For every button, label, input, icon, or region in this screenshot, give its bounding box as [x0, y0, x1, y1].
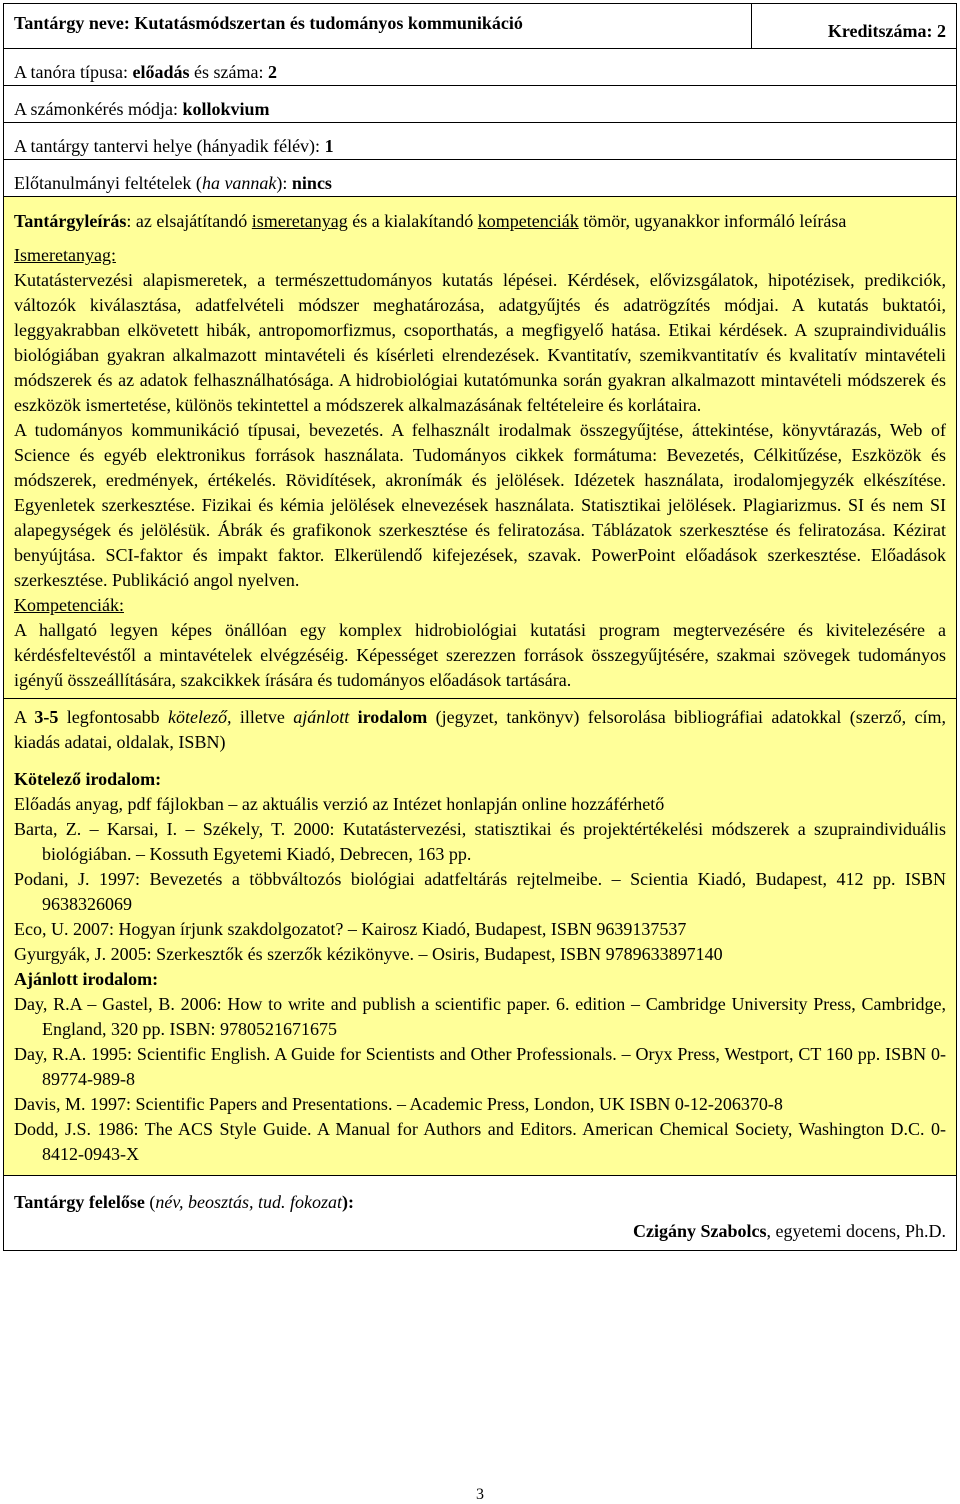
responsible-person: Czigány Szabolcs, egyetemi docens, Ph.D.: [633, 1221, 946, 1241]
mandatory-item: Előadás anyag, pdf fájlokban – az aktuális verzió az Intézet honlapján online hozzáférhető: [14, 794, 665, 814]
description-section: [4, 197, 956, 699]
class-type-value: előadás: [132, 62, 190, 82]
exam-row: A számonkérés módja: kollokvium: [4, 86, 956, 123]
recommended-item: Dodd, J.S. 1986: The ACS Style Guide. A Manual for Authors and Editors. American Chemical Society, Washington D.C. 0-8412-0943-X: [14, 1119, 946, 1164]
title-row: [4, 4, 956, 49]
knowledge-text-2: A tudományos kommunikáció típusai, bevezetés. A felhasznált irodalmak összegyűjtése, áttekintése, könyvtárazás, Web of Science és egyéb elektronikus források használata. Tudományos cikkek formátuma: Bevezetés, Célkitűzése, Eszközök és módszerek, eredmények, értékelés. Rövidítések, akronímák és jelölések. Idézetek használata, irodalomjegyzék elkészítése. Egyenletek szerkesztése. Fizikai és kémia jelölések elnevezések használata. Statisztikai jelölések. Plagiarizmus. SI és nem SI alapegységek és jelölésük. Ábrák és grafikonok szerkesztése és feliratozása. Táblázatok szerkesztése és feliratozása. Kézirat benyújtása. SCI-faktor és impakt faktor. Elkerülendő kifejezések, szavak. PowerPoint előadások szerkesztése. Előadások szerkesztése. Publikáció angol nyelven.: [14, 420, 946, 590]
course-datasheet: [3, 3, 957, 1251]
recommended-item: Day, R.A. 1995: Scientific English. A Guide for Scientists and Other Professionals. – Oryx Press, Westport, CT 160 pp. ISBN 0-89774-989-8: [14, 1044, 946, 1089]
credits: Kreditszáma: 2: [751, 4, 956, 48]
recommended-heading: Ajánlott irodalom:: [14, 969, 159, 989]
mandatory-heading: Kötelező irodalom:: [14, 769, 162, 789]
class-type-row: A tanóra típusa: előadás és száma: 2: [4, 49, 956, 86]
competence-text: A hallgató legyen képes önállóan egy komplex hidrobiológiai kutatási program megtervezésére és kivitelezésére a kérdésfeltevéstől a mintavételek elvégzéséig. Képességet szerezzen források összegyűjtésére, szakmai szövegek tudományos igényű összeállítására, szakcikkek írására és tudományos előadások tartására.: [14, 620, 946, 690]
knowledge-text-1: Kutatástervezési alapismeretek, a természettudományos kutatás lépései. Kérdések, elővizsgálatok, hipotézisek, predikciók, változók kiválasztása, adatfelvételi módszer meghatározása, adatgyűjtés és adatrögzítés módjai. A kutatás buktatói, leggyakrabban elkövetett hibák, antropomorfizmus, csoporthatás, a megfigyelő hatása. Etikai kérdések. A szupraindividuális biológiában gyakran alkalmazott mintavételi és kísérleti elrendezések. Kvantitatív, szemikvantitatív és kvalitatív mintavételi módszerek és az adatok felhasználhatósága. A hidrobiológiai kutatómunka során gyakran alkalmazott mintavételi módszerek és eszközök ismertetése, különös tekintettel a módszerek alkalmazásának feltételeire és korlátaira.: [14, 270, 946, 415]
page-number: 3: [476, 1486, 484, 1503]
literature-section: [4, 699, 956, 1176]
mandatory-item: Eco, U. 2007: Hogyan írjunk szakdolgozatot? – Kairosz Kiadó, Budapest, ISBN 9639137537: [14, 919, 687, 939]
prerequisite-value: nincs: [291, 173, 332, 193]
recommended-item: Davis, M. 1997: Scientific Papers and Presentations. – Academic Press, London, UK ISBN 0-12-206370-8: [14, 1094, 783, 1114]
knowledge-heading: Ismeretanyag:: [14, 245, 116, 265]
mandatory-item: Podani, J. 1997: Bevezetés a többváltozós biológiai adatfeltárás rejtelmeibe. – Scientia Kiadó, Budapest, 412 pp. ISBN 9638326069: [14, 869, 946, 914]
mandatory-item: Gyurgyák, J. 2005: Szerkesztők és szerzők kézikönyve. – Osiris, Budapest, ISBN 9789633897140: [14, 944, 723, 964]
semester-row: A tantárgy tantervi helye (hányadik félév): 1: [4, 123, 956, 160]
prerequisite-row: Előtanulmányi feltételek (ha vannak): nincs: [4, 160, 956, 197]
mandatory-item: Barta, Z. – Karsai, I. – Székely, T. 2000: Kutatástervezési, statisztikai és projektértékelési módszerek a szupraindividuális biológiában. – Kossuth Egyetemi Kiadó, Debrecen, 163 pp.: [14, 819, 946, 864]
semester-value: 1: [324, 136, 334, 156]
class-count-value: 2: [267, 62, 277, 82]
subject-name: Tantárgy neve: Kutatásmódszertan és tudományos kommunikáció: [14, 13, 523, 33]
recommended-item: Day, R.A – Gastel, B. 2006: How to write and publish a scientific paper. 6. edition – Cambridge University Press, Cambridge, England, 320 pp. ISBN: 9780521671675: [14, 994, 946, 1039]
responsible-label: Tantárgy felelőse (név, beosztás, tud. fokozat):: [14, 1192, 354, 1212]
competence-heading: Kompetenciák:: [14, 595, 124, 615]
description-intro: Tantárgyleírás: az elsajátítandó ismeretanyag és a kialakítandó kompetenciák tömör, ugyanakkor informáló leírása: [14, 211, 847, 231]
exam-value: kollokvium: [182, 99, 270, 119]
literature-intro: A 3-5 legfontosabb kötelező, illetve ajánlott irodalom (jegyzet, tankönyv) felsorolása bibliográfiai adatokkal (szerző, cím, kiadás adatai, oldalak, ISBN): [14, 707, 947, 752]
responsible-section: [4, 1176, 956, 1250]
